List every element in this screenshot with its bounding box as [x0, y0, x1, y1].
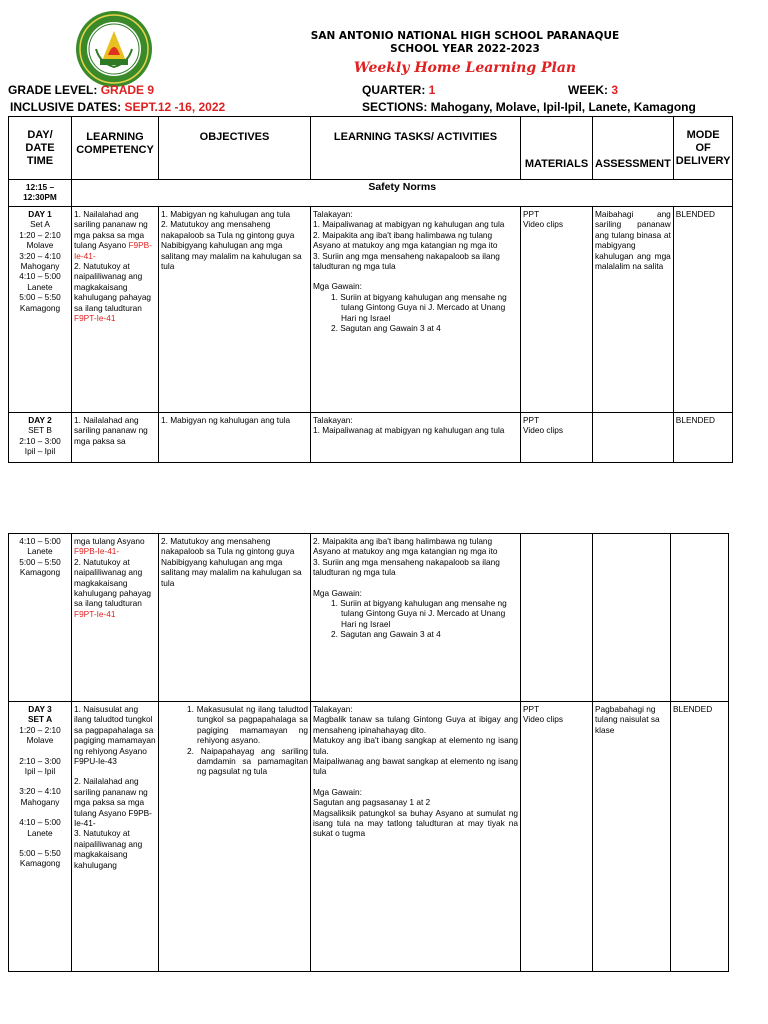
day3-competency: 1. Naisusulat ang ilang taludtod tungkol sa pagpapahalaga sa pagiging mamamayan ng rehiyong Asyano F9PU-Ie-43 2. Nailalahad ang sariling pananaw ng mga paksa sa mga tulang Asyano F9PB-Ie-41- 3. Natutukoy at naipaliliwanag ang magkakaisang kahulugang	[72, 702, 159, 972]
day2-competency: 1. Nailalahad ang sariling pananaw ng mga paksa sa	[72, 413, 159, 463]
quarter: QUARTER: 1	[362, 83, 436, 97]
safety-row	[9, 180, 733, 207]
day1-tasks: Talakayan: 1. Maipaliwanag at mabigyan ng kahulugan ang tula 2. Maipakita ang iba't ibang halimbawa ng tulang Asyano at matukoy ang mga katangian ng mga ito 3. Suriin ang mga mensaheng nakapaloob sa ilang taludturan ng mga tula Mga Gawain: 1. Suriin at bigyang kahulugan ang mensahe ng tulang Gintong Guya ni J. Mercado at Unang Hari ng Israel 2. Sagutan ang Gawain 3 at 4	[311, 207, 521, 413]
day2-objectives: 1. Mabigyan ng kahulugan ang tula	[159, 413, 311, 463]
table-row-day2	[9, 413, 733, 463]
day3-objectives: 1. Makasusulat ng ilang taludtod tungkol sa pagpapahalaga sa pagiging mamamayan ng rehiyong asyano. 2. Naipapahayag ang sariling damdamin sa pamamagitan ng pagsulat ng tula	[159, 702, 311, 972]
day2-cont-schedule: 4:10 – 5:00 Lanete 5:00 – 5:50 Kamagong	[9, 534, 72, 702]
col-header-tasks: LEARNING TASKS/ ACTIVITIES	[311, 117, 521, 180]
safety-label: Safety Norms	[72, 180, 733, 207]
day1-objectives: 1. Mabigyan ng kahulugan ang tula 2. Matutukoy ang mensaheng nakapaloob sa Tula ng gintong guya Nabibigyang kahulugan ang mga salitang may malalim na kahulugan sa tula	[159, 207, 311, 413]
school-seal-icon	[74, 9, 154, 89]
school-seal-logo	[74, 9, 154, 89]
col-header-mode: MODE OF DELIVERY	[673, 117, 733, 180]
day3-assessment: Pagbabahagi ng tulang naisulat sa klase	[593, 702, 671, 972]
day1-assessment: Maibahagi ang sariling pananaw ang tulang binasa at mabigyang kahulugan ang mga malalalim na salita	[593, 207, 674, 413]
week: WEEK: 3	[568, 83, 619, 97]
day2-cont-materials	[521, 534, 593, 702]
day3-mode: BLENDED	[671, 702, 729, 972]
table-header-row	[9, 117, 733, 180]
day3-materials: PPT Video clips	[521, 702, 593, 972]
school-name-block	[300, 30, 630, 56]
learning-plan-table-continued	[8, 533, 729, 972]
day2-cont-tasks: 2. Maipakita ang iba't ibang halimbawa ng tulang Asyano at matukoy ang mga katangian ng mga ito 3. Suriin ang mga mensaheng nakapaloob sa ilang taludturan ng mga tula Mga Gawain: 1. Suriin at bigyang kahulugan ang mensahe ng tulang Gintong Guya ni J. Mercado at Unang Hari ng Israel 2. Sagutan ang Gawain 3 at 4	[311, 534, 521, 702]
learning-plan-table	[8, 116, 733, 463]
col-header-objectives: OBJECTIVES	[159, 117, 311, 180]
school-name: SAN ANTONIO NATIONAL HIGH SCHOOL PARANAQUE	[310, 30, 620, 42]
day2-cont-objectives: 2. Matutukoy ang mensaheng nakapaloob sa Tula ng gintong guya Nabibigyang kahulugan ang mga salitang may malalim na kahulugan sa tula	[159, 534, 311, 702]
table-row-day3	[9, 702, 729, 972]
day2-tasks: Talakayan: 1. Maipaliwanag at mabigyan ng kahulugan ang tula	[311, 413, 521, 463]
col-header-assessment: ASSESSMENT	[593, 117, 674, 180]
col-header-materials: MATERIALS	[521, 117, 593, 180]
day1-mode: BLENDED	[673, 207, 733, 413]
safety-time: 12:15 – 12:30PM	[9, 180, 72, 207]
school-year: SCHOOL YEAR 2022-2023	[390, 43, 540, 55]
grade-level: GRADE LEVEL: GRADE 9	[8, 83, 155, 97]
day1-schedule: DAY 1 Set A 1:20 – 2:10 Molave 3:20 – 4:10 Mahogany 4:10 – 5:00 Lanete 5:00 – 5:50 Kamagong	[9, 207, 72, 413]
col-header-day: DAY/ DATE TIME	[9, 117, 72, 180]
sections: SECTIONS: Mahogany, Molave, Ipil-Ipil, Lanete, Kamagong	[362, 100, 696, 114]
day2-schedule: DAY 2 SET B 2:10 – 3:00 Ipil – Ipil	[9, 413, 72, 463]
day2-cont-mode	[671, 534, 729, 702]
day3-tasks: Talakayan: Magbalik tanaw sa tulang Gintong Guya at ibigay ang mensaheng ipinahahayag dito. Matukoy ang iba't ibang sangkap at elemento ng isang tula. Maipaliwanag ang bawat sangkap at elemento ng isang tula Mga Gawain: Sagutan ang pagsasanay 1 at 2 Magsaliksik patungkol sa buhay Asyano at sumulat ng isang tula na may tatlong taludturan at may tiyak na sukat o tugma	[311, 702, 521, 972]
table-row-day2-continued	[9, 534, 729, 702]
day2-cont-competency: mga tulang Asyano F9PB-Ie-41- 2. Natutukoy at naipaliliwanag ang magkakaisang kahulugang pahayag sa ilang taludturan F9PT-Ie-41	[72, 534, 159, 702]
day2-cont-assessment	[593, 534, 671, 702]
plan-title: Weekly Home Learning Plan	[353, 60, 577, 76]
day1-materials: PPT Video clips	[521, 207, 593, 413]
day1-competency: 1. Nailalahad ang sariling pananaw ng mga paksa sa mga tulang Asyano F9PB-Ie-41- 2. Natutukoy at naipaliliwanag ang magkakaisang kahulugang pahayag sa ilang taludturan F9PT-Ie-41	[72, 207, 159, 413]
day3-schedule: DAY 3 SET A 1:20 – 2:10 Molave 2:10 – 3:00 Ipil – Ipil 3:20 – 4:10 Mahogany 4:10 – 5:00 Lanete 5:00 – 5:50 Kamagong	[9, 702, 72, 972]
day2-assessment	[593, 413, 674, 463]
table-row-day1	[9, 207, 733, 413]
day2-materials: PPT Video clips	[521, 413, 593, 463]
day2-mode: BLENDED	[673, 413, 733, 463]
col-header-competency: LEARNING COMPETENCY	[72, 117, 159, 180]
inclusive-dates: INCLUSIVE DATES: SEPT.12 -16, 2022	[10, 100, 226, 114]
